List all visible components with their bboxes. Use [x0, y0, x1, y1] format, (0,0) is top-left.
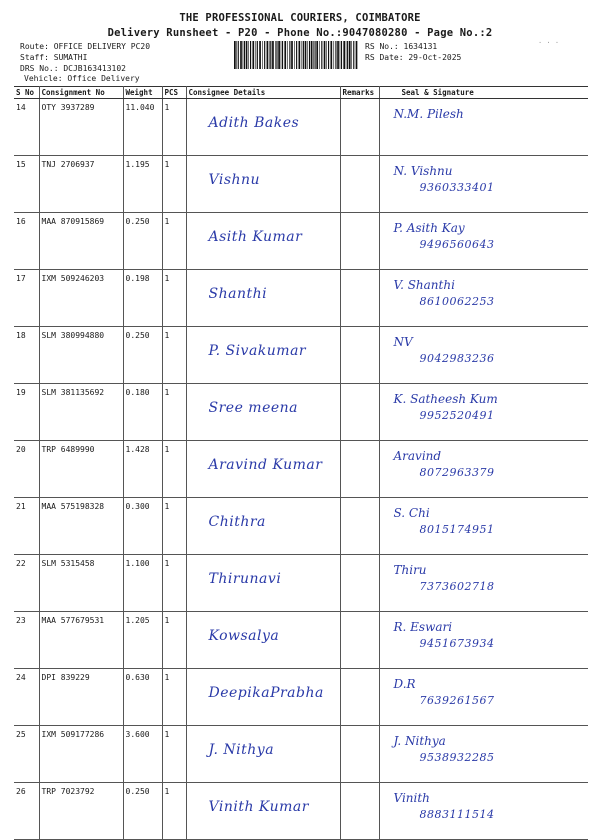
table-row [14, 384, 588, 441]
consignment-number: MAA 870915869 [39, 213, 123, 270]
consignment-number: TRP 7023792 [39, 783, 123, 840]
signature-cell [379, 327, 588, 384]
pieces-count: 1 [162, 156, 186, 213]
consignment-number: OTY 3937289 [39, 99, 123, 156]
remarks-cell [340, 213, 379, 270]
remarks-cell [340, 783, 379, 840]
serial-number: 14 [14, 99, 39, 156]
signature-phone-handwritten: 9042983236 [419, 352, 495, 365]
consignee-cell [186, 99, 340, 156]
table-row [14, 99, 588, 156]
table-row [14, 213, 588, 270]
consignee-cell [186, 270, 340, 327]
signature-phone-handwritten: 9496560643 [419, 238, 495, 251]
table-row [14, 498, 588, 555]
table-row [14, 441, 588, 498]
runsheet-table [14, 86, 588, 840]
pieces-count: 1 [162, 726, 186, 783]
weight-value: 0.198 [123, 270, 162, 327]
remarks-cell [340, 498, 379, 555]
pieces-count: 1 [162, 99, 186, 156]
consignee-cell [186, 669, 340, 726]
remarks-cell [340, 726, 379, 783]
signature-name-handwritten: Vinith [393, 791, 430, 805]
remarks-cell [340, 99, 379, 156]
table-row [14, 156, 588, 213]
consignee-name-handwritten: Kowsalya [208, 628, 280, 644]
weight-value: 3.600 [123, 726, 162, 783]
table-row [14, 327, 588, 384]
table-row [14, 783, 588, 840]
remarks-cell [340, 156, 379, 213]
scan-mark: · · · [538, 39, 560, 47]
consignment-number: SLM 380994880 [39, 327, 123, 384]
signature-name-handwritten: V. Shanthi [393, 278, 455, 292]
table-header-row [14, 87, 588, 99]
consignee-name-handwritten: Asith Kumar [208, 229, 303, 245]
consignment-number: IXM 509177286 [39, 726, 123, 783]
consignment-number: IXM 509246203 [39, 270, 123, 327]
remarks-cell [340, 270, 379, 327]
serial-number: 24 [14, 669, 39, 726]
page-title: THE PROFESSIONAL COURIERS, COIMBATORE [179, 12, 421, 24]
signature-name-handwritten: N. Vishnu [393, 164, 453, 178]
signature-phone-handwritten: 9538932285 [419, 751, 495, 764]
signature-name-handwritten: D.R [393, 677, 416, 691]
consignee-cell [186, 498, 340, 555]
route-info: Route: OFFICE DELIVERY PC20 [20, 42, 151, 51]
pieces-count: 1 [162, 441, 186, 498]
remarks-cell [340, 384, 379, 441]
serial-number: 22 [14, 555, 39, 612]
signature-phone-handwritten: 7639261567 [419, 694, 495, 707]
col-header-seal: Seal & Signature [379, 87, 588, 99]
signature-cell [379, 498, 588, 555]
signature-name-handwritten: J. Nithya [393, 734, 446, 748]
table-row [14, 270, 588, 327]
drs-number: DRS No.: DCJB163413102 [20, 64, 126, 73]
signature-name-handwritten: NV [393, 335, 413, 349]
consignee-name-handwritten: P. Sivakumar [208, 343, 307, 359]
consignment-number: TRP 6489990 [39, 441, 123, 498]
signature-cell [379, 270, 588, 327]
table-row [14, 612, 588, 669]
signature-cell [379, 156, 588, 213]
serial-number: 20 [14, 441, 39, 498]
signature-phone-handwritten: 9360333401 [419, 181, 495, 194]
consignee-name-handwritten: Chithra [208, 514, 266, 530]
pieces-count: 1 [162, 384, 186, 441]
consignee-name-handwritten: DeepikaPrabha [208, 685, 324, 701]
col-header-consignment: Consignment No [39, 87, 123, 99]
signature-name-handwritten: N.M. Pilesh [393, 107, 464, 121]
consignee-cell [186, 213, 340, 270]
weight-value: 11.040 [123, 99, 162, 156]
remarks-cell [340, 669, 379, 726]
signature-cell [379, 726, 588, 783]
consignment-number: SLM 381135692 [39, 384, 123, 441]
consignment-number: TNJ 2706937 [39, 156, 123, 213]
consignee-name-handwritten: Shanthi [208, 286, 268, 302]
signature-phone-handwritten: 9451673934 [419, 637, 495, 650]
rs-number: RS No.: 1634131 [365, 42, 438, 51]
pieces-count: 1 [162, 612, 186, 669]
signature-phone-handwritten: 8610062253 [419, 295, 495, 308]
serial-number: 16 [14, 213, 39, 270]
consignee-name-handwritten: Thirunavi [208, 571, 282, 587]
consignee-name-handwritten: J. Nithya [208, 742, 275, 758]
signature-cell [379, 783, 588, 840]
serial-number: 25 [14, 726, 39, 783]
consignee-name-handwritten: Aravind Kumar [208, 457, 323, 473]
serial-number: 15 [14, 156, 39, 213]
consignee-cell [186, 555, 340, 612]
pieces-count: 1 [162, 213, 186, 270]
signature-cell [379, 99, 588, 156]
page-subtitle: Delivery Runsheet - P20 - Phone No.:9047080280 - Page No.:2 [107, 27, 493, 39]
consignee-name-handwritten: Vinith Kumar [208, 799, 309, 815]
consignment-number: MAA 575198328 [39, 498, 123, 555]
signature-name-handwritten: Thiru [393, 563, 427, 577]
consignee-cell [186, 612, 340, 669]
consignee-cell [186, 384, 340, 441]
consignment-number: SLM 5315458 [39, 555, 123, 612]
signature-name-handwritten: K. Satheesh Kum [393, 392, 498, 406]
pieces-count: 1 [162, 327, 186, 384]
consignee-cell [186, 327, 340, 384]
col-header-consignee: Consignee Details [186, 87, 340, 99]
consignment-number: MAA 577679531 [39, 612, 123, 669]
rs-date: RS Date: 29-Oct-2025 [365, 53, 462, 62]
pieces-count: 1 [162, 270, 186, 327]
consignment-number: DPI 839229 [39, 669, 123, 726]
consignee-name-handwritten: Sree meena [208, 400, 299, 416]
vehicle-info: Vehicle: Office Delivery [24, 74, 140, 83]
consignee-name-handwritten: Vishnu [208, 172, 261, 188]
consignee-cell [186, 441, 340, 498]
remarks-cell [340, 441, 379, 498]
weight-value: 0.250 [123, 213, 162, 270]
signature-phone-handwritten: 7373602718 [419, 580, 495, 593]
signature-phone-handwritten: 9952520491 [419, 409, 495, 422]
remarks-cell [340, 612, 379, 669]
signature-cell [379, 384, 588, 441]
signature-cell [379, 213, 588, 270]
table-row [14, 555, 588, 612]
pieces-count: 1 [162, 498, 186, 555]
pieces-count: 1 [162, 555, 186, 612]
weight-value: 0.250 [123, 783, 162, 840]
weight-value: 0.300 [123, 498, 162, 555]
signature-phone-handwritten: 8015174951 [419, 523, 495, 536]
signature-cell [379, 669, 588, 726]
pieces-count: 1 [162, 783, 186, 840]
barcode-image [233, 41, 360, 69]
staff-info: Staff: SUMATHI [20, 53, 88, 62]
signature-cell [379, 555, 588, 612]
consignee-cell [186, 726, 340, 783]
weight-value: 1.205 [123, 612, 162, 669]
weight-value: 0.250 [123, 327, 162, 384]
col-header-pcs: PCS [162, 87, 186, 99]
col-header-sno: S No [14, 87, 39, 99]
signature-name-handwritten: S. Chi [393, 506, 430, 520]
serial-number: 26 [14, 783, 39, 840]
table-row [14, 669, 588, 726]
weight-value: 1.428 [123, 441, 162, 498]
signature-cell [379, 441, 588, 498]
consignee-cell [186, 783, 340, 840]
signature-cell [379, 612, 588, 669]
consignee-cell [186, 156, 340, 213]
weight-value: 0.180 [123, 384, 162, 441]
col-header-weight: Weight [123, 87, 162, 99]
pieces-count: 1 [162, 669, 186, 726]
serial-number: 21 [14, 498, 39, 555]
signature-phone-handwritten: 8072963379 [419, 466, 495, 479]
signature-name-handwritten: P. Asith Kay [393, 221, 465, 235]
consignee-name-handwritten: Adith Bakes [208, 115, 300, 131]
weight-value: 1.100 [123, 555, 162, 612]
weight-value: 0.630 [123, 669, 162, 726]
table-row [14, 726, 588, 783]
signature-name-handwritten: R. Eswari [393, 620, 453, 634]
serial-number: 23 [14, 612, 39, 669]
serial-number: 19 [14, 384, 39, 441]
signature-name-handwritten: Aravind [393, 449, 442, 463]
col-header-remarks: Remarks [340, 87, 379, 99]
weight-value: 1.195 [123, 156, 162, 213]
serial-number: 18 [14, 327, 39, 384]
serial-number: 17 [14, 270, 39, 327]
remarks-cell [340, 327, 379, 384]
signature-phone-handwritten: 8883111514 [419, 808, 495, 821]
remarks-cell [340, 555, 379, 612]
